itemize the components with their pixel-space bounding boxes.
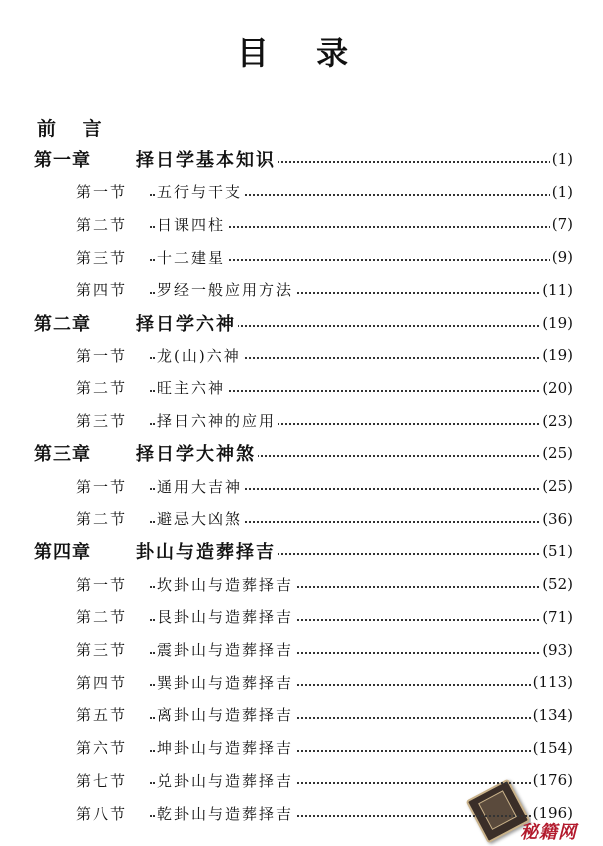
section-number: 第四节 (76, 281, 128, 300)
section-title: 择日六神的应用 (157, 412, 277, 431)
page-number: (154) (532, 738, 573, 757)
chapter-number: 第二章 (34, 313, 91, 335)
preface-entry[interactable]: 前 言 (37, 118, 112, 140)
section-number: 第三节 (76, 641, 128, 659)
page-number: (93) (542, 640, 573, 659)
section-title: 罗经一般应用方法 (157, 281, 294, 300)
section-title: 日课四柱 (157, 215, 226, 234)
section-number: 第一节 (76, 477, 128, 496)
page-number: (25) (542, 477, 573, 495)
section-title: 艮卦山与造葬择吉 (157, 608, 294, 627)
page-number: (9) (551, 248, 573, 267)
toc-chapter-entry[interactable] (0, 146, 603, 172)
section-number: 第六节 (76, 739, 128, 758)
toc-section-entry[interactable] (0, 702, 603, 728)
chapter-number: 第一章 (34, 150, 91, 171)
toc-section-entry[interactable] (0, 342, 603, 368)
toc-section-entry[interactable] (0, 604, 603, 630)
chapter-title: 择日学大神煞 (136, 440, 258, 466)
section-title: 龙(山)六神 (157, 346, 241, 365)
section-number: 第三节 (76, 248, 128, 267)
section-title: 巽卦山与造葬择吉 (157, 673, 294, 692)
page-title: 目 录 (236, 34, 367, 72)
page-number: (25) (542, 444, 573, 463)
page-number: (71) (542, 607, 573, 626)
page-number: (196) (532, 804, 573, 822)
toc-section-entry[interactable] (0, 277, 603, 303)
page-number: (23) (542, 411, 573, 430)
section-number: 第五节 (76, 706, 128, 725)
toc-section-entry[interactable] (0, 408, 603, 434)
page-number: (176) (532, 771, 573, 790)
toc-section-entry[interactable] (0, 669, 603, 695)
page-number: (36) (542, 509, 573, 528)
chapter-number: 第三章 (34, 444, 91, 466)
section-title: 五行与干支 (157, 183, 243, 202)
page-number: (19) (542, 346, 573, 365)
page-number: (134) (532, 705, 573, 724)
section-title: 震卦山与造葬择吉 (157, 641, 294, 659)
section-number: 第二节 (76, 608, 128, 627)
page-number: (1) (551, 150, 573, 168)
section-title: 坤卦山与造葬择吉 (157, 739, 294, 758)
section-number: 第一节 (76, 575, 128, 594)
section-title: 避忌大凶煞 (157, 510, 243, 529)
toc-section-entry[interactable] (0, 179, 603, 205)
section-number: 第七节 (76, 771, 128, 790)
toc-section-entry[interactable] (0, 473, 603, 499)
section-number: 第一节 (76, 346, 128, 365)
page-number: (20) (542, 378, 573, 397)
toc-chapter-entry[interactable] (0, 440, 603, 466)
toc-section-entry[interactable] (0, 571, 603, 597)
toc-section-entry[interactable] (0, 506, 603, 532)
chapter-number: 第四章 (34, 542, 91, 564)
toc-section-entry[interactable] (0, 211, 603, 237)
page-number: (11) (542, 280, 573, 299)
section-title: 离卦山与造葬择吉 (157, 706, 294, 725)
page-number: (7) (551, 215, 573, 234)
toc-chapter-entry[interactable] (0, 310, 603, 336)
section-number: 第二节 (76, 510, 128, 529)
section-number: 第三节 (76, 412, 128, 431)
page-number: (113) (532, 673, 573, 692)
section-title: 十二建星 (157, 248, 226, 267)
toc-chapter-entry[interactable] (0, 538, 603, 564)
page-number: (19) (542, 313, 573, 332)
page-number: (52) (542, 575, 573, 594)
section-number: 第八节 (76, 804, 128, 823)
chapter-title: 择日学六神 (136, 310, 238, 336)
section-number: 第一节 (76, 183, 128, 202)
section-number: 第四节 (76, 673, 128, 692)
section-title: 旺主六神 (157, 379, 226, 398)
watermark-logo: 秘籍网 (520, 822, 577, 843)
section-title: 坎卦山与造葬择吉 (157, 575, 294, 594)
page-number: (51) (542, 542, 573, 561)
section-title: 乾卦山与造葬择吉 (157, 804, 294, 823)
chapter-title: 卦山与造葬择吉 (136, 538, 278, 564)
page-number: (1) (551, 182, 573, 201)
toc-section-entry[interactable] (0, 735, 603, 761)
toc-section-entry[interactable] (0, 375, 603, 401)
section-number: 第二节 (76, 215, 128, 234)
toc-section-entry[interactable] (0, 244, 603, 270)
section-number: 第二节 (76, 379, 128, 398)
toc-section-entry[interactable] (0, 637, 603, 663)
section-title: 兑卦山与造葬择吉 (157, 771, 294, 790)
chapter-title: 择日学基本知识 (136, 146, 278, 172)
section-title: 通用大吉神 (157, 477, 243, 496)
